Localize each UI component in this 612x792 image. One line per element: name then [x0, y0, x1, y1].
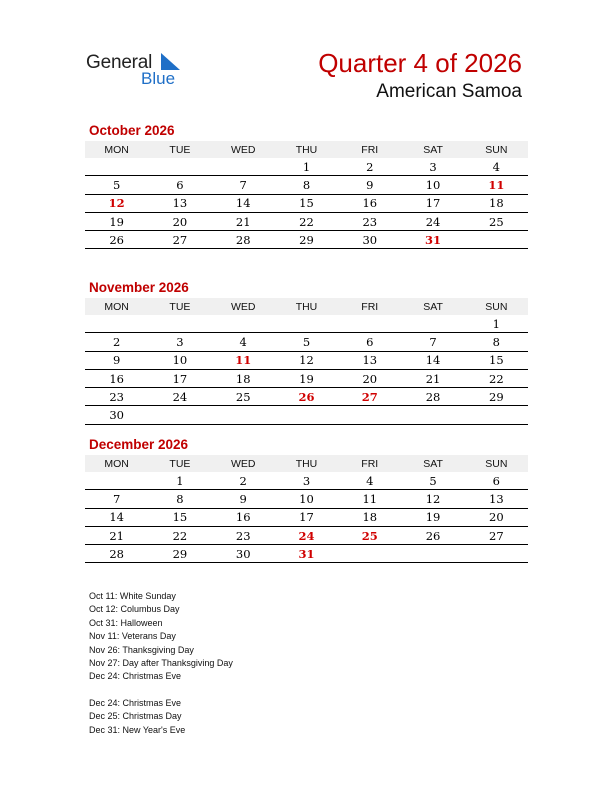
day-cell: 19: [401, 508, 464, 526]
day-cell: 13: [465, 490, 528, 508]
day-cell: 11: [465, 176, 528, 194]
week-row: [85, 545, 528, 563]
holiday-entry: Dec 24: Christmas Eve: [89, 671, 182, 682]
weekday-header: THU: [275, 455, 338, 472]
week-row: [85, 508, 528, 526]
holiday-entry: Nov 11: Veterans Day: [89, 631, 176, 642]
day-cell: 8: [148, 490, 211, 508]
empty-day-cell: [401, 545, 464, 563]
day-cell: 30: [85, 406, 148, 424]
weekday-header: THU: [275, 141, 338, 158]
day-cell: 15: [148, 508, 211, 526]
day-cell: 16: [85, 369, 148, 387]
weekday-header: SUN: [465, 141, 528, 158]
day-cell: 1: [148, 472, 211, 490]
weekday-header: FRI: [338, 298, 401, 315]
day-cell: 19: [275, 369, 338, 387]
day-cell: 23: [85, 388, 148, 406]
week-row: [85, 406, 528, 424]
weekday-header: WED: [212, 141, 275, 158]
month-november: [85, 280, 528, 425]
day-cell: 30: [338, 231, 401, 249]
day-cell: 6: [148, 176, 211, 194]
day-cell: 30: [212, 545, 275, 563]
day-cell: 3: [148, 333, 211, 351]
week-row: [85, 231, 528, 249]
empty-day-cell: [465, 545, 528, 563]
empty-day-cell: [275, 406, 338, 424]
week-row: [85, 526, 528, 544]
month-december: [85, 437, 528, 563]
day-cell: 28: [212, 231, 275, 249]
weekday-header: SAT: [401, 455, 464, 472]
weekday-header: SUN: [465, 298, 528, 315]
month-title: December 2026: [89, 437, 189, 452]
page-title: Quarter 4 of 2026: [318, 48, 522, 78]
day-cell: 13: [148, 194, 211, 212]
day-cell: 10: [275, 490, 338, 508]
empty-day-cell: [85, 315, 148, 333]
week-row: [85, 388, 528, 406]
week-row: [85, 333, 528, 351]
day-cell: 4: [338, 472, 401, 490]
day-cell: 23: [212, 526, 275, 544]
day-cell: 20: [465, 508, 528, 526]
day-cell: 1: [275, 158, 338, 176]
day-cell: 24: [275, 526, 338, 544]
day-cell: 12: [275, 351, 338, 369]
day-cell: 28: [85, 545, 148, 563]
empty-day-cell: [212, 406, 275, 424]
day-cell: 10: [148, 351, 211, 369]
day-cell: 25: [338, 526, 401, 544]
day-cell: 26: [275, 388, 338, 406]
day-cell: 29: [148, 545, 211, 563]
day-cell: 16: [212, 508, 275, 526]
day-cell: 3: [401, 158, 464, 176]
empty-day-cell: [212, 315, 275, 333]
day-cell: 22: [148, 526, 211, 544]
brand-logo: [86, 50, 186, 90]
empty-day-cell: [148, 406, 211, 424]
day-cell: 14: [401, 351, 464, 369]
day-cell: 20: [338, 369, 401, 387]
weekday-header: WED: [212, 455, 275, 472]
day-cell: 8: [465, 333, 528, 351]
empty-day-cell: [338, 406, 401, 424]
day-cell: 4: [212, 333, 275, 351]
week-row: [85, 158, 528, 176]
day-cell: 24: [148, 388, 211, 406]
empty-day-cell: [401, 315, 464, 333]
day-cell: 21: [212, 212, 275, 230]
day-cell: 5: [401, 472, 464, 490]
day-cell: 19: [85, 212, 148, 230]
week-row: [85, 176, 528, 194]
month-title: October 2026: [89, 123, 175, 138]
day-cell: 18: [465, 194, 528, 212]
day-cell: 25: [212, 388, 275, 406]
weekday-header: TUE: [148, 141, 211, 158]
day-cell: 29: [465, 388, 528, 406]
day-cell: 11: [338, 490, 401, 508]
weekday-header: FRI: [338, 141, 401, 158]
weekday-header: MON: [85, 298, 148, 315]
day-cell: 24: [401, 212, 464, 230]
day-cell: 26: [85, 231, 148, 249]
day-cell: 5: [275, 333, 338, 351]
region-name: American Samoa: [376, 81, 522, 102]
weekday-header: MON: [85, 455, 148, 472]
weekday-header: MON: [85, 141, 148, 158]
brand-word-general: General: [86, 52, 153, 73]
day-cell: 31: [275, 545, 338, 563]
empty-day-cell: [148, 315, 211, 333]
weekday-header: SAT: [401, 141, 464, 158]
day-cell: 14: [212, 194, 275, 212]
day-cell: 4: [465, 158, 528, 176]
day-cell: 7: [401, 333, 464, 351]
day-cell: 18: [338, 508, 401, 526]
weekday-header: TUE: [148, 298, 211, 315]
day-cell: 22: [465, 369, 528, 387]
day-cell: 27: [148, 231, 211, 249]
holiday-list-spacer: [89, 684, 233, 697]
day-cell: 9: [212, 490, 275, 508]
weekday-header-row: [85, 455, 528, 472]
day-cell: 17: [401, 194, 464, 212]
week-row: [85, 212, 528, 230]
holiday-list: [89, 590, 233, 737]
weekday-header: SAT: [401, 298, 464, 315]
week-row: [85, 315, 528, 333]
day-cell: 12: [401, 490, 464, 508]
empty-day-cell: [401, 406, 464, 424]
holiday-entry: Nov 27: Day after Thanksgiving Day: [89, 658, 233, 669]
weekday-header: WED: [212, 298, 275, 315]
calendar-grid: [85, 455, 528, 563]
calendar-grid: [85, 141, 528, 249]
weekday-header: SUN: [465, 455, 528, 472]
holiday-entry: Oct 31: Halloween: [89, 617, 163, 628]
day-cell: 17: [148, 369, 211, 387]
day-cell: 7: [85, 490, 148, 508]
day-cell: 27: [465, 526, 528, 544]
week-row: [85, 472, 528, 490]
brand-word-blue: Blue: [141, 69, 176, 88]
holiday-entry: Nov 26: Thanksgiving Day: [89, 644, 194, 655]
day-cell: 2: [338, 158, 401, 176]
day-cell: 15: [465, 351, 528, 369]
day-cell: 16: [338, 194, 401, 212]
day-cell: 10: [401, 176, 464, 194]
empty-day-cell: [148, 158, 211, 176]
day-cell: 9: [85, 351, 148, 369]
day-cell: 26: [401, 526, 464, 544]
day-cell: 1: [465, 315, 528, 333]
day-cell: 2: [212, 472, 275, 490]
day-cell: 20: [148, 212, 211, 230]
day-cell: 11: [212, 351, 275, 369]
empty-day-cell: [338, 545, 401, 563]
day-cell: 21: [401, 369, 464, 387]
day-cell: 2: [85, 333, 148, 351]
day-cell: 9: [338, 176, 401, 194]
day-cell: 12: [85, 194, 148, 212]
day-cell: 7: [212, 176, 275, 194]
holiday-entry: Oct 11: White Sunday: [89, 591, 176, 601]
month-title: November 2026: [89, 280, 189, 295]
empty-day-cell: [465, 406, 528, 424]
day-cell: 6: [465, 472, 528, 490]
day-cell: 17: [275, 508, 338, 526]
empty-day-cell: [212, 158, 275, 176]
weekday-header: THU: [275, 298, 338, 315]
weekday-header-row: [85, 141, 528, 158]
week-row: [85, 490, 528, 508]
month-october: [85, 123, 528, 249]
empty-day-cell: [338, 315, 401, 333]
empty-day-cell: [85, 158, 148, 176]
day-cell: 21: [85, 526, 148, 544]
day-cell: 5: [85, 176, 148, 194]
day-cell: 13: [338, 351, 401, 369]
weekday-header-row: [85, 298, 528, 315]
calendar-grid: [85, 298, 528, 425]
day-cell: 22: [275, 212, 338, 230]
day-cell: 14: [85, 508, 148, 526]
day-cell: 31: [401, 231, 464, 249]
day-cell: 28: [401, 388, 464, 406]
weekday-header: FRI: [338, 455, 401, 472]
day-cell: 15: [275, 194, 338, 212]
day-cell: 3: [275, 472, 338, 490]
weekday-header: TUE: [148, 455, 211, 472]
day-cell: 6: [338, 333, 401, 351]
empty-day-cell: [85, 472, 148, 490]
empty-day-cell: [275, 315, 338, 333]
holiday-entry: Dec 25: Christmas Day: [89, 711, 182, 722]
holiday-entry: Dec 31: New Year's Eve: [89, 724, 186, 735]
week-row: [85, 194, 528, 212]
day-cell: 25: [465, 212, 528, 230]
day-cell: 27: [338, 388, 401, 406]
day-cell: 8: [275, 176, 338, 194]
day-cell: 29: [275, 231, 338, 249]
empty-day-cell: [465, 231, 528, 249]
week-row: [85, 351, 528, 369]
day-cell: 18: [212, 369, 275, 387]
holiday-entry: Oct 12: Columbus Day: [89, 604, 180, 615]
holiday-entry: Dec 24: Christmas Eve: [89, 697, 182, 708]
day-cell: 23: [338, 212, 401, 230]
week-row: [85, 369, 528, 387]
